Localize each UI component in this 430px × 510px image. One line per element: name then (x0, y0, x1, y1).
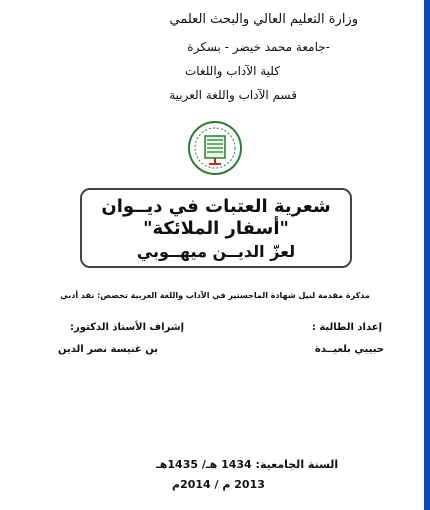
student-label: إعداد الطالبة : (311, 322, 382, 333)
academic-year-hijri: السنة الجامعية: 1434 هـ/ 1435هـ (156, 458, 339, 471)
university-logo (187, 120, 243, 176)
supervisor-label: إشراف الأستاذ الدكتور: (70, 322, 185, 333)
thesis-title-line2: "أسفار الملائكة" (143, 218, 289, 239)
university-name: جامعة محمد خيضر - بسكرة- (187, 40, 330, 54)
thesis-title-line1: شعرية العتبات في ديــوان (101, 196, 331, 217)
thesis-title-author: لعزّ الديــن ميهــوبي (136, 242, 296, 261)
supervisor-name: بن غنيسة نصر الدين (58, 344, 158, 355)
thesis-title-box (80, 188, 352, 268)
thesis-description: مذكرة مقدمة لنيل شهادة الماجستير في الآداب واللغة العربية تخصص: نقد أدبي (60, 291, 370, 300)
department-name: قسم الآداب واللغة العربية (169, 88, 297, 102)
faculty-name: كلية الآداب واللغات (184, 64, 280, 78)
ministry-name: وزارة التعليم العالي والبحث العلمي (169, 12, 358, 27)
page-edge-bar (424, 0, 430, 510)
academic-year-gregorian: 2013 م / 2014م (172, 478, 265, 491)
student-name: حبيبي بلعيــدة (314, 344, 384, 355)
